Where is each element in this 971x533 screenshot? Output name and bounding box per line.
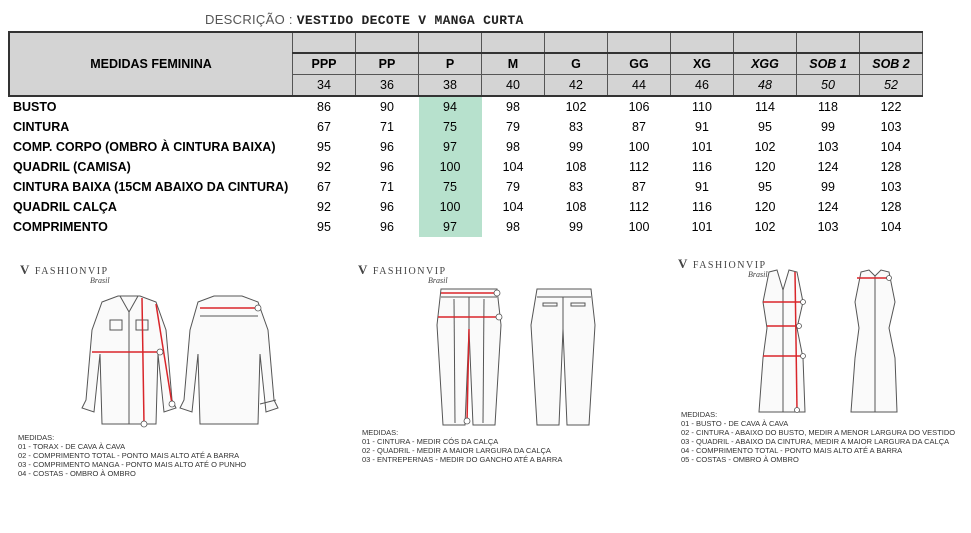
measure-value: 96 <box>380 140 394 154</box>
size-name: SOB 1 <box>797 53 860 75</box>
measure-note-line: 03 - ENTREPERNAS - MEDIR DO GANCHO ATÉ A BARRA <box>362 455 563 464</box>
measure-name: QUADRIL (CAMISA) <box>13 160 131 174</box>
measure-value: 95 <box>758 180 772 194</box>
measure-value: 83 <box>569 120 583 134</box>
measure-note-line: 04 - COSTAS - OMBRO À OMBRO <box>18 469 136 478</box>
table-row <box>9 96 923 117</box>
measure-value: 100 <box>419 157 482 177</box>
measure-note-line: 01 - BUSTO - DE CAVA À CAVA <box>681 419 789 428</box>
size-number: 50 <box>797 75 860 97</box>
brand-v-icon: V <box>358 262 369 277</box>
measure-value: 116 <box>692 160 712 174</box>
pants-sketch <box>425 285 600 430</box>
measure-note-line: 03 - COMPRIMENTO MANGA - PONTO MAIS ALTO ATÉ O PUNHO <box>18 460 247 469</box>
measure-note-line: MEDIDAS: <box>18 433 55 442</box>
size-number: 52 <box>860 75 923 97</box>
measure-value: 71 <box>380 180 394 194</box>
measure-value: 83 <box>569 180 583 194</box>
measure-value: 75 <box>419 117 482 137</box>
size-number: 40 <box>482 75 545 97</box>
size-name: GG <box>608 53 671 75</box>
header-blank-cell <box>671 32 734 53</box>
header-blank-cell <box>356 32 419 53</box>
measure-value: 79 <box>506 120 520 134</box>
measure-value: 87 <box>632 120 646 134</box>
measure-value: 99 <box>569 140 583 154</box>
measure-value: 96 <box>380 160 394 174</box>
measure-value: 101 <box>691 140 713 154</box>
measure-value: 102 <box>754 220 776 234</box>
measure-note-line: MEDIDAS: <box>681 410 718 419</box>
measure-note-line: 01 - CINTURA - MEDIR CÓS DA CALÇA <box>362 437 499 446</box>
size-name: G <box>545 53 608 75</box>
size-number: 34 <box>293 75 356 97</box>
measure-value: 67 <box>317 120 331 134</box>
brand-logo-pants: V FASHIONVIP Brasil <box>358 262 448 285</box>
table-row <box>9 217 923 237</box>
measure-value: 102 <box>565 100 587 114</box>
measure-value: 103 <box>817 140 839 154</box>
measure-value: 110 <box>692 100 712 114</box>
measure-value: 95 <box>758 120 772 134</box>
size-number: 46 <box>671 75 734 97</box>
measure-note-line: 02 - CINTURA - ABAIXO DO BUSTO, MEDIR A MENOR LARGURA DO VESTIDO <box>681 428 956 437</box>
measure-value: 98 <box>506 220 520 234</box>
measure-value: 106 <box>628 100 650 114</box>
measure-value: 92 <box>317 160 331 174</box>
measure-value: 97 <box>419 217 482 237</box>
measure-value: 86 <box>317 100 331 114</box>
table-row <box>9 117 923 137</box>
measure-value: 100 <box>628 140 650 154</box>
size-name: SOB 2 <box>860 53 923 75</box>
measure-value: 128 <box>880 160 902 174</box>
measure-note-line: MEDIDAS: <box>362 428 399 437</box>
size-name: M <box>482 53 545 75</box>
table-row <box>9 177 923 197</box>
size-name: XG <box>671 53 734 75</box>
brand-v-icon: V <box>678 256 689 271</box>
measure-name: COMPRIMENTO <box>13 220 108 234</box>
table-header-top-row <box>9 32 923 53</box>
header-blank-cell <box>797 32 860 53</box>
measure-name: CINTURA <box>13 120 70 134</box>
size-name: XGG <box>734 53 797 75</box>
header-blank-cell <box>482 32 545 53</box>
size-name: PP <box>356 53 419 75</box>
measure-value: 101 <box>691 220 713 234</box>
measure-value: 95 <box>317 220 331 234</box>
measure-value: 98 <box>506 100 520 114</box>
measure-value: 116 <box>692 200 712 214</box>
measure-value: 91 <box>695 120 709 134</box>
pants-measure-notes <box>362 428 562 464</box>
measure-value: 96 <box>380 200 394 214</box>
header-blank-cell <box>293 32 356 53</box>
shirt-sketch <box>40 290 310 430</box>
size-number: 48 <box>734 75 797 97</box>
measure-name: COMP. CORPO (OMBRO À CINTURA BAIXA) <box>13 140 276 154</box>
header-blank-cell <box>860 32 923 53</box>
table-row <box>9 137 923 157</box>
measure-value: 108 <box>565 160 587 174</box>
size-name: PPP <box>293 53 356 75</box>
measure-value: 91 <box>695 180 709 194</box>
measure-value: 114 <box>755 100 775 114</box>
measure-note-line: 02 - COMPRIMENTO TOTAL - PONTO MAIS ALTO ATÉ A BARRA <box>18 451 240 460</box>
measure-value: 108 <box>565 200 587 214</box>
measure-value: 75 <box>419 177 482 197</box>
measure-value: 128 <box>880 200 902 214</box>
measure-value: 122 <box>880 100 902 114</box>
header-blank-cell <box>545 32 608 53</box>
dress-measure-notes <box>681 410 955 464</box>
measure-note-line: 02 - QUADRIL - MEDIR A MAIOR LARGURA DA CALÇA <box>362 446 551 455</box>
header-blank-cell <box>734 32 797 53</box>
measure-note-line: 01 - TORAX - DE CAVA À CAVA <box>18 442 126 451</box>
measure-value: 112 <box>629 200 649 214</box>
description-title <box>205 12 524 28</box>
measure-value: 104 <box>880 220 902 234</box>
size-table <box>8 31 923 237</box>
shirt-measure-notes <box>18 433 246 478</box>
measure-note-line: 03 - QUADRIL - ABAIXO DA CINTURA, MEDIR A MAIOR LARGURA DA CALÇA <box>681 437 950 446</box>
measure-value: 103 <box>880 180 902 194</box>
measure-value: 67 <box>317 180 331 194</box>
measure-value: 99 <box>569 220 583 234</box>
measure-value: 79 <box>506 180 520 194</box>
measure-value: 104 <box>502 160 524 174</box>
measure-name: QUADRIL CALÇA <box>13 200 117 214</box>
measure-value: 124 <box>817 200 839 214</box>
measure-note-line: 05 - COSTAS - OMBRO À OMBRO <box>681 455 799 464</box>
measure-value: 120 <box>754 160 776 174</box>
table-header-label: MEDIDAS FEMININA <box>9 32 293 96</box>
brand-v-icon: V <box>20 262 31 277</box>
measure-value: 124 <box>817 160 839 174</box>
header-blank-cell <box>419 32 482 53</box>
measure-value: 118 <box>818 100 838 114</box>
measure-value: 90 <box>380 100 394 114</box>
measure-value: 102 <box>754 140 776 154</box>
brand-logo-shirt: V FASHIONVIP Brasil <box>20 262 110 285</box>
size-number: 42 <box>545 75 608 97</box>
measure-value: 120 <box>754 200 776 214</box>
measure-value: 100 <box>628 220 650 234</box>
description-value: VESTIDO DECOTE V MANGA CURTA <box>296 13 524 28</box>
measure-value: 104 <box>502 200 524 214</box>
size-name: P <box>419 53 482 75</box>
measure-value: 97 <box>419 137 482 157</box>
size-number: 38 <box>419 75 482 97</box>
table-row <box>9 157 923 177</box>
measure-value: 99 <box>821 180 835 194</box>
dress-sketch <box>745 268 915 416</box>
size-number: 44 <box>608 75 671 97</box>
brand-logo-dress: V FASHIONVIP Brasil <box>678 256 768 279</box>
measure-note-line: 04 - COMPRIMENTO TOTAL - PONTO MAIS ALTO ATÉ A BARRA <box>681 446 903 455</box>
measure-value: 87 <box>632 180 646 194</box>
measure-name: BUSTO <box>13 100 57 114</box>
measure-value: 94 <box>419 96 482 117</box>
measure-value: 92 <box>317 200 331 214</box>
description-label: DESCRIÇÃO : <box>205 12 293 27</box>
measure-value: 95 <box>317 140 331 154</box>
measure-value: 96 <box>380 220 394 234</box>
measure-value: 103 <box>880 120 902 134</box>
size-number: 36 <box>356 75 419 97</box>
header-blank-cell <box>608 32 671 53</box>
measure-value: 104 <box>880 140 902 154</box>
measure-value: 100 <box>419 197 482 217</box>
table-row <box>9 197 923 217</box>
measure-value: 99 <box>821 120 835 134</box>
measure-name: CINTURA BAIXA (15CM ABAIXO DA CINTURA) <box>13 180 289 194</box>
measure-value: 98 <box>506 140 520 154</box>
measure-value: 112 <box>629 160 649 174</box>
measure-value: 103 <box>817 220 839 234</box>
measure-value: 71 <box>380 120 394 134</box>
